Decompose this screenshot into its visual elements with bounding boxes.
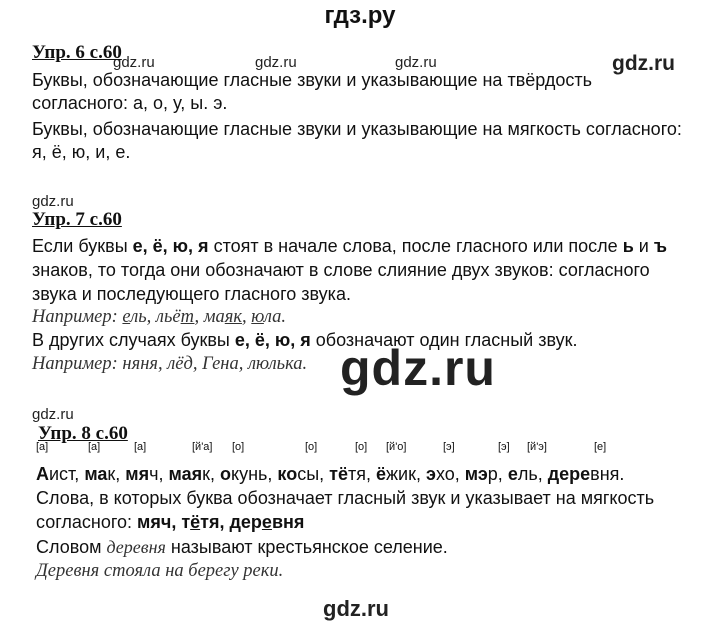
exercise-8-word: маяк,	[168, 464, 221, 484]
watermark: gdz.ru	[32, 406, 74, 423]
watermark-footer: gdz.ru	[323, 596, 389, 621]
watermark-large: gdz.ru	[340, 340, 496, 396]
exercise-8-word: ёжик,	[376, 464, 426, 484]
exercise-7-example: Например: няня, лёд, Гена, люлька.	[32, 354, 308, 374]
transcription: [а]	[36, 441, 49, 453]
exercise-6-title: Упр. 6 с.60	[32, 42, 122, 63]
exercise-7-title: Упр. 7 с.60	[32, 209, 122, 230]
transcription: [э]	[443, 441, 455, 453]
exercise-8-word: косы,	[277, 464, 330, 484]
exercise-8-title: Упр. 8 с.60	[38, 423, 128, 444]
exercise-7-line: звука и последующего гласного звука.	[32, 284, 351, 304]
exercise-8-word: мэр,	[464, 464, 508, 484]
transcription: [й'а]	[192, 441, 213, 453]
exercise-7-line: Если буквы е, ё, ю, я стоят в начале слова, после гласного или после ь и ъ	[32, 236, 667, 256]
exercise-8-line: согласного: мяч, тётя, деревня	[36, 512, 305, 532]
transcription: [а]	[134, 441, 147, 453]
exercise-8-word: тётя,	[329, 464, 376, 484]
exercise-8-line: Слова, в которых буква обозначает гласный звук и указывает на мягкость	[36, 488, 655, 508]
exercise-6-line: Буквы, обозначающие гласные звуки и указывающие на мягкость согласного:	[32, 119, 682, 139]
exercise-8-word: мяч,	[125, 464, 169, 484]
site-header: гдз.ру	[324, 2, 396, 29]
exercise-8-line: Словом деревня называют крестьянское селение.	[36, 537, 448, 557]
transcription: [а]	[88, 441, 101, 453]
exercise-7-example: Например: ель, льёт, маяк, юла.	[32, 307, 287, 327]
exercise-8-word: деревня.	[547, 464, 625, 484]
exercise-6-line: я, ё, ю, и, е.	[32, 142, 131, 162]
transcription: [е]	[594, 441, 607, 453]
exercise-8-example: Деревня стояла на берегу реки.	[36, 561, 284, 581]
transcription: [о]	[355, 441, 368, 453]
exercise-8-word: ель,	[507, 464, 548, 484]
transcription: [й'э]	[527, 441, 547, 453]
exercise-8-word: мак,	[84, 464, 126, 484]
watermark: gdz.ru	[612, 52, 675, 75]
exercise-8-word: Аист,	[36, 464, 85, 484]
exercise-8-word: эхо,	[426, 464, 465, 484]
exercise-7-line: знаков, то тогда они обозначают в слове слияние двух звуков: согласного	[32, 260, 650, 280]
watermark: gdz.ru	[32, 193, 74, 210]
watermark: gdz.ru	[113, 54, 155, 71]
transcription: [о]	[232, 441, 245, 453]
transcription: [э]	[498, 441, 510, 453]
exercise-8-words	[36, 464, 624, 485]
transcription: [й'о]	[386, 441, 407, 453]
transcription: [о]	[305, 441, 318, 453]
exercise-8-word: окунь,	[220, 464, 278, 484]
exercise-6-line: Буквы, обозначающие гласные звуки и указывающие на твёрдость	[32, 70, 592, 90]
exercise-6-line: согласного: а, о, у, ы. э.	[32, 93, 228, 113]
watermark: gdz.ru	[395, 54, 437, 71]
exercise-7-line: В других случаях буквы е, ё, ю, я обозначают один гласный звук.	[32, 330, 578, 350]
watermark: gdz.ru	[255, 54, 297, 71]
